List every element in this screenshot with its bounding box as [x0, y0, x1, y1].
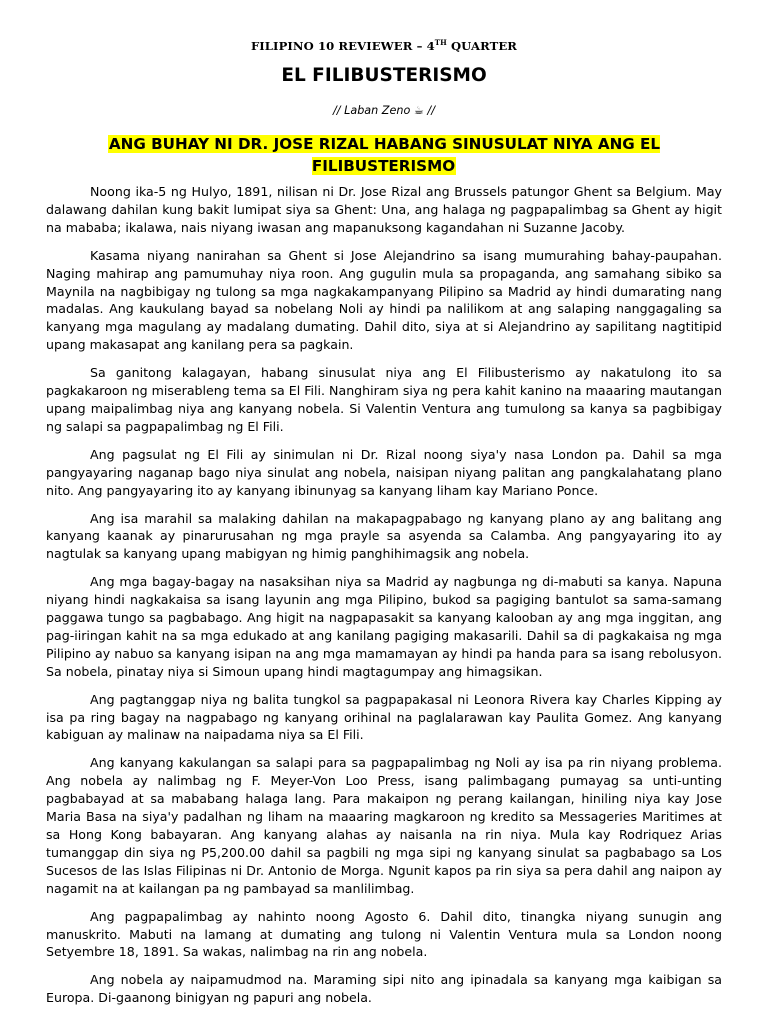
header-prefix: FILIPINO 10 REVIEWER – 4	[250, 39, 435, 53]
paragraph-6: Ang mga bagay-bagay na nasaksihan niya sa Madrid ay nagbunga ng di-mabuti sa kanya. Napuna niyang hindi nagkakaisa sa isang layunin ang mga Pilipino, bukod sa pagiging bantulot sa sama-samang paggawa tungo sa pagbabago. Ang higit na nagpapasakit sa kanyang kalooban ay ang mga inggitan, ang pag-iiringan kahit na sa mga edukado at ang kanilang pagiging makasarili. Dahil sa di pagkakaisa ng mga Pilipino ay nabuo sa kanyang isipan na ang mga mamamayan ay hindi pa handa para sa isang rebolusyon. Sa nobela, pinatay niya si Simoun upang hindi magtagumpay ang himagsikan.	[46, 574, 722, 679]
header-suffix: QUARTER	[446, 39, 518, 53]
paragraph-5: Ang isa marahil sa malaking dahilan na makapagpabago ng kanyang plano ay ang balitang ang kanyang kaanak ay pinarurusahan ng mga prayle sa asyenda sa Calamba. Ang pangyayaring ito ay nagtulak sa kanyang upang mabigyan ng himig panghihimagsik ang nobela.	[46, 510, 722, 562]
paragraph-7: Ang pagtanggap niya ng balita tungkol sa pagpapakasal ni Leonora Rivera kay Charles Kipping ay isa pa ring bagay na nagpabago ng kanyang orihinal na paglalarawan kay Paulita Gomez. Ang kanyang kabiguan ay malinaw na naipadama niya sa El Fili.	[46, 691, 722, 743]
paragraph-8: Ang kanyang kakulangan sa salapi para sa pagpapalimbag ng Noli ay isa pa rin niyang problema. Ang nobela ay nalimbag ng F. Meyer-Von Loo Press, isang palimbagang pumayag sa unti-unting pagbabayad at sa mababang halaga lang. Para makaipon ng perang kailangan, hiniling niya kay Jose Maria Basa na siya'y padalhan ng liham na maaaring magkaroon ng kredito sa Messageries Maritimes at sa Hong Kong babayaran. Ang kanyang alahas ay naisanla na rin niya. Mula kay Rodriquez Arias tumanggap din siya ng P5,200.00 dahil sa pagbili ng mga sipi ng kanyang sinulat sa pagbabago sa Los Sucesos de las Islas Filipinas ni Dr. Antonio de Morga. Ngunit kapos pa rin siya sa pera dahil ang naipon ay nagamit na at kailangan pa ng pambayad sa manlilimbag.	[46, 755, 722, 896]
document-title: EL FILIBUSTERISMO	[281, 65, 487, 86]
section-heading	[46, 133, 722, 177]
paragraph-1: Noong ika-5 ng Hulyo, 1891, nilisan ni Dr. Jose Rizal ang Brussels patungor Ghent sa Belgium. May dalawang dahilan kung bakit lumipat siya sa Ghent: Una, ang halaga ng pagpapalimbag sa Ghent ay higit na mababa; ikalawa, nais niyang iwasan ang mapanuksong kagandahan ni Suzanne Jacoby.	[46, 184, 722, 235]
highlighted-heading-text: ANG BUHAY NI DR. JOSE RIZAL HABANG SINUSULAT NIYA ANG EL FILIBUSTERISMO	[108, 135, 661, 175]
paragraph-2: Kasama niyang nanirahan sa Ghent si Jose Alejandrino sa isang mumurahing bahay-paupahan. Naging mahirap ang pamumuhay niya roon. Ang gugulin mula sa propaganda, ang samahang sibiko sa Maynila na nagbibigay ng tulong sa mga nagkakampanyang Pilipino sa Madrid ay hindi dumarating nang madalas. Ang kaukulang bayad sa nobelang Noli ay hindi pa nalilikom at ang salaping nanggagaling sa kanyang mga magulang ay madalang dumating. Dahil dito, siya at si Alejandrino ay sapilitang nagtitipid upang makasapat ang kanilang pera sa pagkain.	[46, 247, 722, 353]
paragraph-4: Ang pagsulat ng El Fili ay sinimulan ni Dr. Rizal noong siya'y nasa London pa. Dahil sa mga pangyayaring naganap bago niya sinulat ang nobela, naisipan niyang palitan ang pangkalahatang plano nito. Ang pangyayaring ito ay kanyang ibinunyag sa kanyang liham kay Mariano Ponce.	[46, 446, 722, 498]
reviewer-header	[46, 38, 722, 53]
paragraph-10: Ang nobela ay naipamudmod na. Maraming sipi nito ang ipinadala sa kanyang mga kaibigan sa Europa. Di-gaanong binigyan ng papuri ang nobela.	[46, 972, 722, 1006]
paragraph-3: Sa ganitong kalagayan, habang sinusulat niya ang El Filibusterismo ay nakatulong ito sa pagkakaroon ng miserableng tema sa El Fili. Nanghiram siya ng pera kahit kanino na maaaring mautangan upang maipalimbag niya ang kanyang nobela. Si Valentin Ventura ang tumulong sa kanya sa pagbibigay ng salapi sa pagpapalimbag ng El Fili.	[46, 365, 722, 434]
header-superscript: TH	[434, 38, 447, 47]
paragraph-9: Ang pagpapalimbag ay nahinto noong Agosto 6. Dahil dito, tinangka niyang sunugin ang manuskrito. Mabuti na lamang at dumating ang tulong ni Valentin Ventura mula sa London noong Setyembre 18, 1891. Sa wakas, nalimbag na rin ang nobela.	[46, 908, 722, 960]
byline: // Laban Zeno ☕ //	[333, 104, 435, 117]
